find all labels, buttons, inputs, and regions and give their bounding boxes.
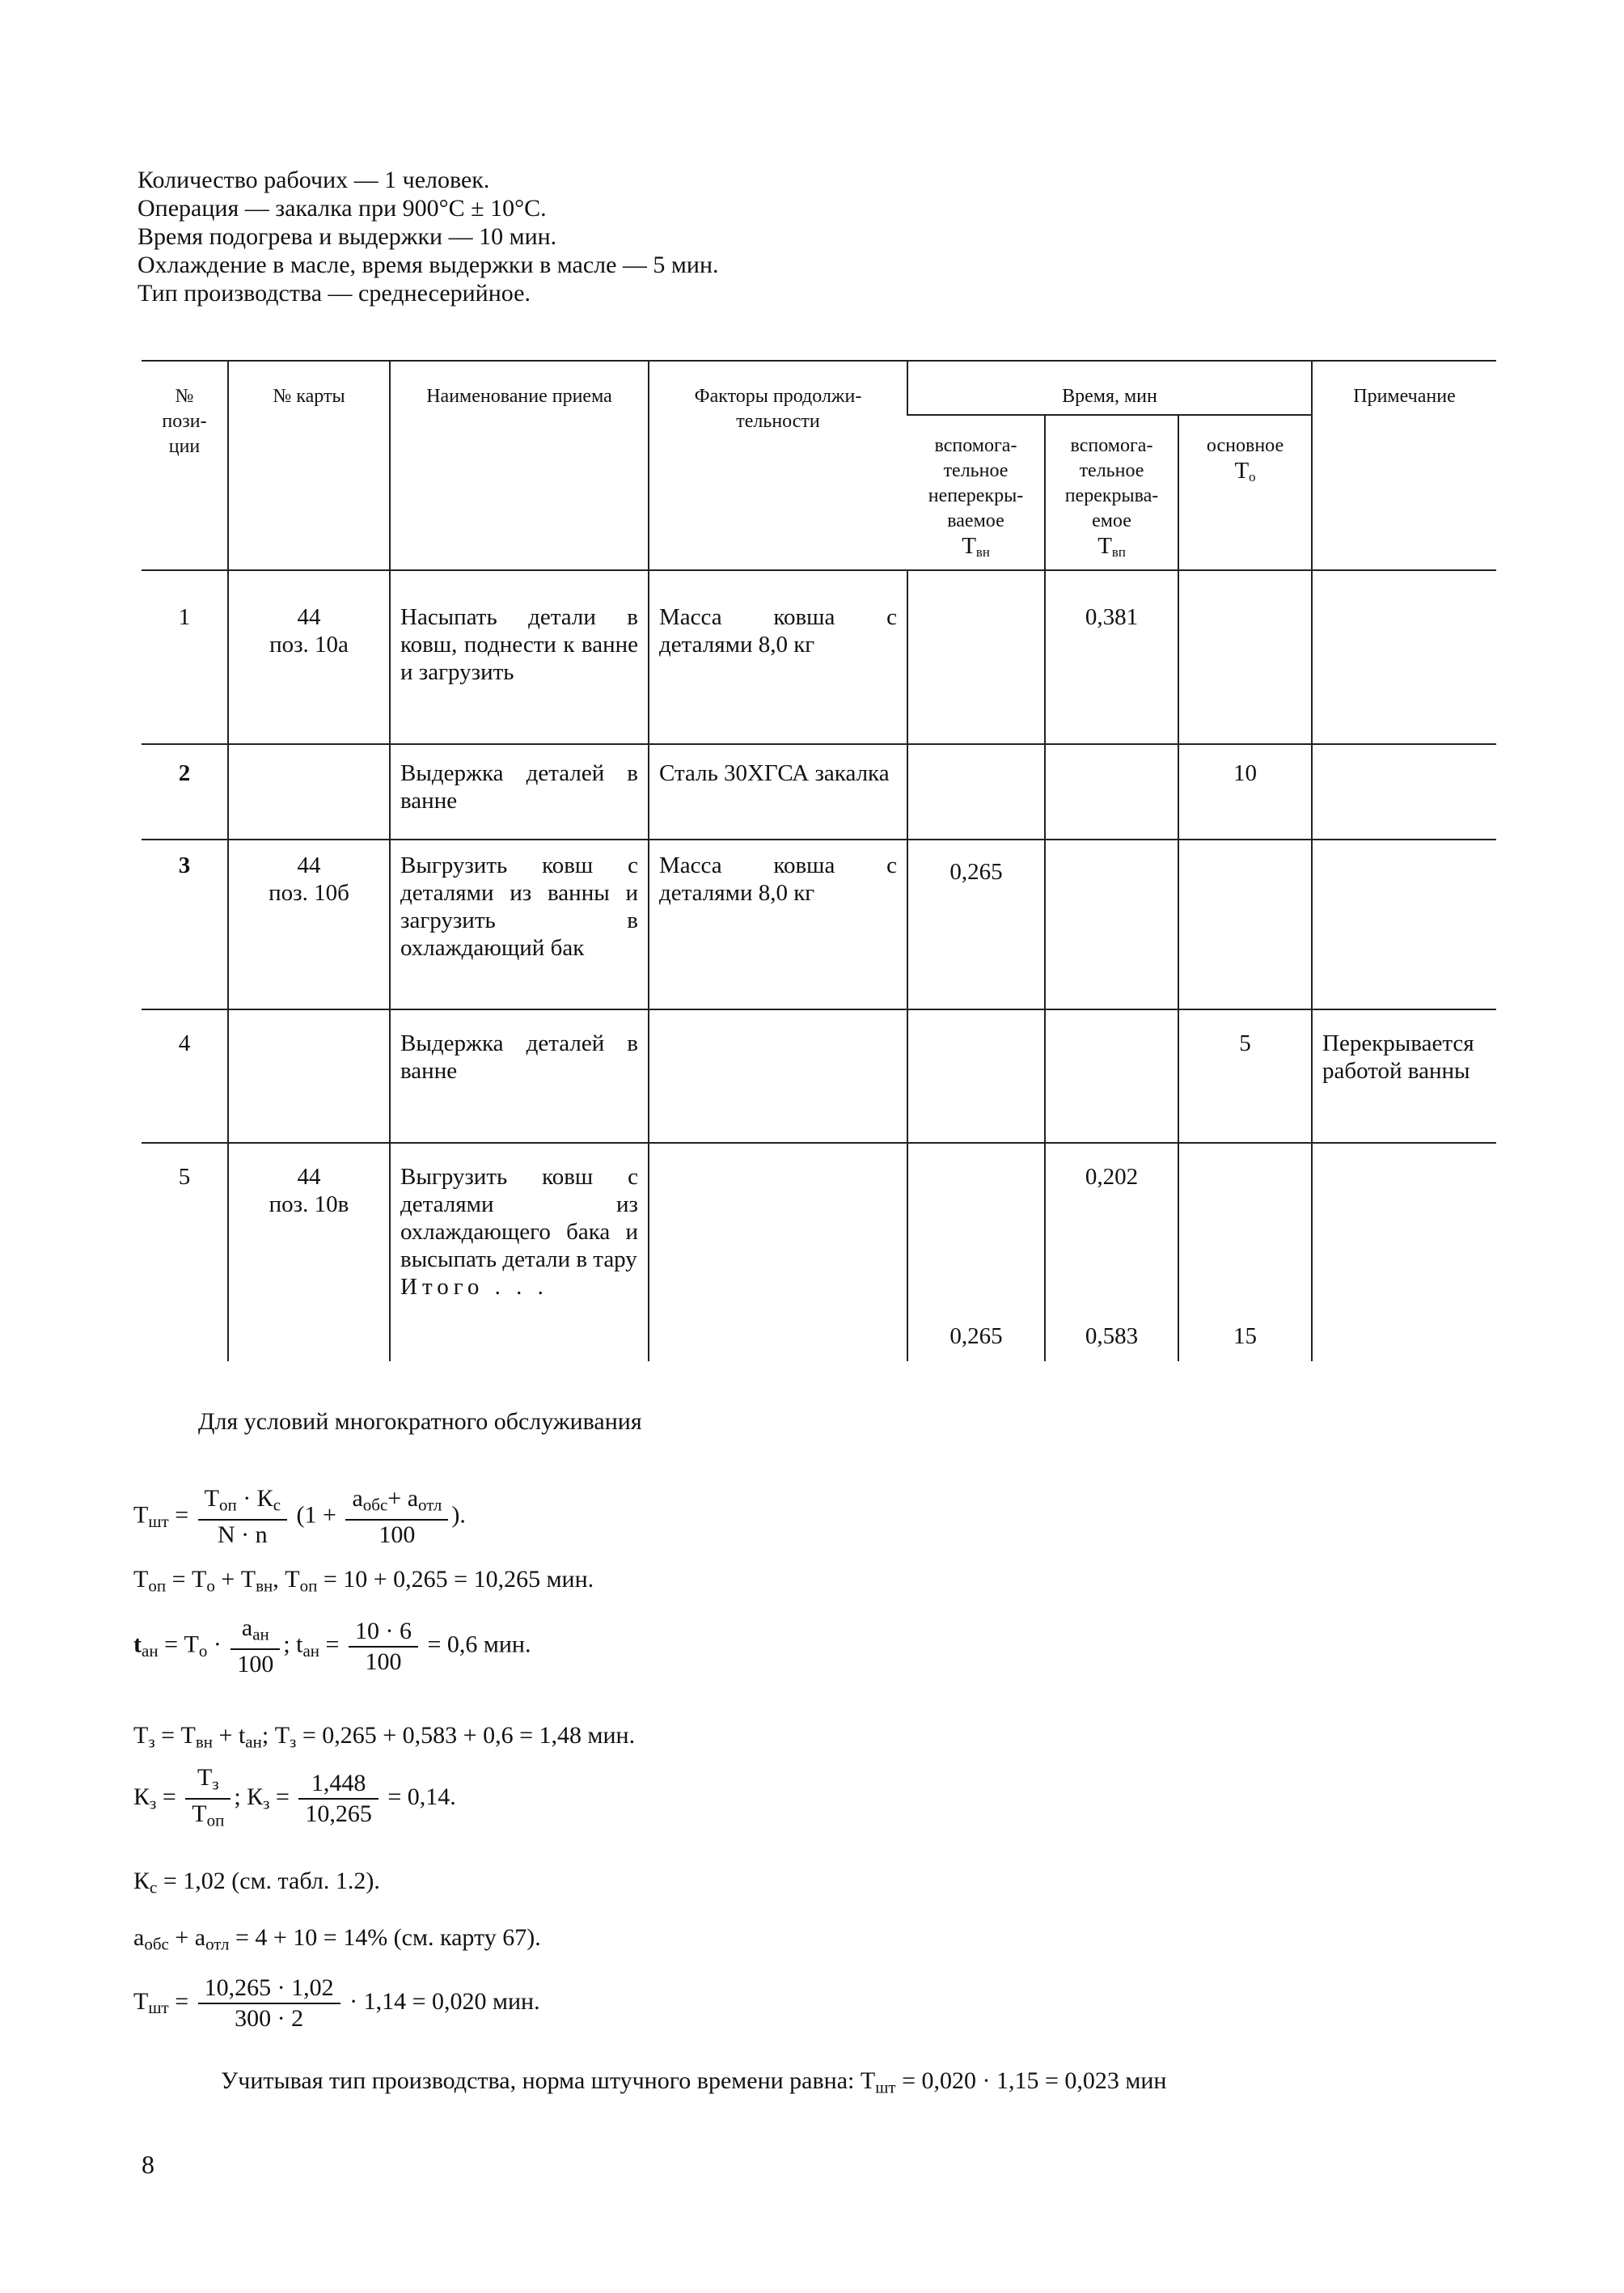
cell-note [1312, 840, 1496, 1009]
header-factors: Факторы продолжи- тельности [649, 361, 907, 570]
f4-sub1: з [148, 1732, 155, 1752]
f1-numerator [198, 1484, 287, 1521]
card-number: 44 [297, 852, 321, 879]
cell-t-o [1178, 840, 1312, 1009]
card-position: поз. 10в [269, 1191, 349, 1218]
header-t-vn [907, 415, 1045, 570]
intro-line: Охлаждение в масле, время выдержки в масле — 5 мин. [137, 252, 719, 278]
cell-factors: Масса ковша с деталями 8,0 кг [649, 840, 907, 1009]
card-number: 44 [297, 1164, 321, 1191]
f2-t: Т [133, 1566, 149, 1593]
header-t-vn-symbol: Т [962, 533, 976, 559]
cell-note: Перекрывается работой ванны [1312, 1009, 1496, 1143]
cell-card [228, 1143, 390, 1361]
cell-pos: 2 [142, 744, 228, 840]
f3-semi-sub: ан [302, 1640, 320, 1661]
cell-card [228, 840, 390, 1009]
f8-lhs-sub: шт [148, 1998, 169, 2018]
card-position: поз. 10а [269, 632, 349, 658]
f5-lhs-sub: з [150, 1793, 157, 1813]
cell-name: Выгрузить ковш с деталями из ванны и загрузить в охлаждающий бак [390, 840, 649, 1009]
cell-factors: Масса ковша с деталями 8,0 кг [649, 570, 907, 744]
f8-lhs: Т [133, 1987, 149, 2015]
f3-fraction [230, 1614, 280, 1679]
f3-lhs-sub: ан [142, 1640, 159, 1661]
f9-value: = 0,020 · 1,15 = 0,023 мин [895, 2067, 1167, 2094]
cell-t-vn [907, 744, 1045, 840]
cell-name: Выдержка деталей в ванне [390, 744, 649, 840]
cell-factors: Сталь 30ХГСА закалка [649, 744, 907, 840]
table-row [142, 840, 1496, 1009]
table-row [142, 1009, 1496, 1143]
cell-t-vp [1045, 840, 1178, 1009]
cell-card [228, 744, 390, 840]
f1-lhs: Т [133, 1501, 149, 1529]
intro-line: Тип производства — среднесерийное. [137, 280, 531, 307]
header-t-vp-subscript: вп [1111, 544, 1126, 561]
header-t-vp-label: вспомога- тельное перекрыва- емое [1064, 435, 1159, 531]
f5-numerator [185, 1763, 230, 1800]
f8-eq: = [168, 1987, 195, 2015]
f5-num-sub: з [212, 1774, 219, 1794]
f5-eq2: = [269, 1783, 296, 1811]
cell-note [1312, 744, 1496, 840]
formula-t-sht-value [133, 1974, 540, 2033]
page-number: 8 [142, 2150, 154, 2179]
formula-k-c [133, 1867, 380, 1902]
f1-numerator2 [345, 1484, 448, 1521]
total-t-vp: 0,583 [1085, 1323, 1139, 1350]
f3-denominator2: 100 [365, 1648, 402, 1675]
f5-lhs: К [133, 1783, 150, 1811]
f7-a: а [133, 1924, 145, 1951]
f1-fraction [198, 1484, 287, 1550]
f1-denominator2: 100 [379, 1521, 416, 1549]
cell-note [1312, 1143, 1496, 1361]
f5-eq: = [156, 1783, 183, 1811]
f3-semi: ; t [283, 1631, 303, 1658]
table-row [142, 744, 1496, 840]
header-note: Примечание [1312, 361, 1496, 570]
header-t-vp-symbol: Т [1097, 533, 1112, 559]
f2-eq2: , Т [273, 1566, 300, 1593]
f1-denominator: N · n [217, 1521, 268, 1549]
cell-name: Выдержка деталей в ванне [390, 1009, 649, 1143]
f4-a: = Т [154, 1722, 196, 1749]
total-t-vn: 0,265 [949, 1323, 1003, 1350]
f2-sub2: о [206, 1576, 215, 1596]
cell-t-vn [907, 570, 1045, 744]
f3-lhs: t [133, 1631, 142, 1658]
f5-denominator2: 10,265 [305, 1800, 372, 1828]
f2-sub3: вн [256, 1576, 273, 1596]
f5-semi: ; К [234, 1783, 264, 1811]
cell-t-vn: 0,265 [907, 840, 1045, 1009]
f2-sub4: оп [299, 1576, 318, 1596]
header-t-vp [1045, 415, 1178, 570]
f3-numerator2: 10 · 6 [349, 1617, 418, 1648]
formula-final [221, 2067, 1166, 2101]
f7-plus: + а [168, 1924, 206, 1951]
row-t-vp: 0,202 [1085, 1164, 1139, 1191]
header-t-o-subscript: о [1249, 469, 1256, 485]
f1-open: (1 + [296, 1501, 336, 1529]
f4-b: + t [213, 1722, 246, 1749]
f5-fraction2 [298, 1769, 379, 1829]
f3-num-sub: ан [252, 1624, 269, 1644]
cell-t-vp: 0,381 [1045, 570, 1178, 744]
f7-sub1: обс [144, 1934, 169, 1954]
cell-name [390, 1143, 649, 1361]
f8-value: · 1,14 = 0,020 мин. [343, 1987, 540, 2015]
formula-t-z [133, 1721, 635, 1756]
header-card: № карты [228, 361, 390, 570]
card-number: 44 [297, 604, 321, 631]
header-t-o-symbol: Т [1234, 458, 1250, 484]
cell-factors [649, 1143, 907, 1361]
header-t-o [1178, 415, 1312, 570]
header-time: Время, мин [907, 361, 1312, 415]
f1-num-sub: оп [218, 1495, 237, 1515]
cell-card [228, 1009, 390, 1143]
cell-pos: 5 [178, 1164, 191, 1191]
cell-t-vn [907, 1009, 1045, 1143]
formula-t-sht: $Т_{шт}$ = $\frac{Т_{оп} \cdot К_с}{N \cdot n}$ (1 + $\frac{а_{обс}+ а_{отл}}{100}$ ). [133, 1485, 466, 1549]
formula-t-op [133, 1565, 594, 1600]
f1-a: а [352, 1485, 363, 1512]
intro-line: Количество рабочих — 1 человек. [137, 167, 490, 193]
f7-sub2: отл [205, 1934, 230, 1954]
cell-t-o [1178, 1143, 1312, 1361]
intro-line: Время подогрева и выдержки — 10 мин. [137, 223, 557, 250]
cell-t-o: 5 [1178, 1009, 1312, 1143]
f3-denominator: 100 [237, 1651, 274, 1678]
f1-num-t: Т [204, 1485, 219, 1512]
cell-card [228, 570, 390, 744]
cell-t-o: 10 [1178, 744, 1312, 840]
f2-text: = Т [166, 1566, 207, 1593]
header-t-o-label: основное [1206, 435, 1284, 456]
f1-b-sub: отл [418, 1495, 442, 1515]
cell-pos: 4 [142, 1009, 228, 1143]
f3-num: а [241, 1614, 253, 1641]
header-position: № пози- ции [142, 361, 228, 570]
table-row [142, 1143, 1496, 1361]
cell-note [1312, 570, 1496, 744]
cell-t-vp [1045, 1009, 1178, 1143]
f2-rest: + Т [214, 1566, 256, 1593]
header-t-vn-label: вспомога- тельное неперекры- ваемое [928, 435, 1024, 531]
f3-mid: = Т [158, 1631, 199, 1658]
header-name: Наименование приема [390, 361, 649, 570]
f8-numerator: 10,265 · 1,02 [198, 1974, 340, 2004]
row-name-text: Выгрузить ковш с деталями из охлаждающего бака и высыпать детали в тару [400, 1164, 638, 1273]
f3-numerator [230, 1614, 280, 1650]
intro-line: Операция — закалка при 900°С ± 10°С. [137, 195, 547, 222]
f9-sub: шт [875, 2077, 896, 2097]
f1-num-mid: · К [236, 1485, 273, 1512]
f1-fraction2 [345, 1484, 448, 1550]
formula-a [133, 1923, 541, 1958]
f2-value: = 10 + 0,265 = 10,265 мин. [317, 1566, 594, 1593]
f8-fraction [198, 1974, 340, 2033]
f5-denominator [185, 1800, 230, 1834]
formulas-intro: Для условий многократного обслуживания [198, 1408, 642, 1435]
operations-table [142, 360, 1496, 1361]
f7-value: = 4 + 10 = 14% (см. карту 67). [229, 1924, 541, 1951]
card-position: поз. 10б [269, 880, 349, 907]
f4-sub4: з [290, 1732, 297, 1752]
table-row [142, 570, 1496, 744]
f5-numerator2: 1,448 [298, 1769, 379, 1800]
total-label: Итого . . . [400, 1274, 548, 1301]
f5-den-sub: оп [206, 1810, 225, 1830]
header-t-vn-subscript: вн [975, 544, 990, 561]
f1-a-sub: обс [362, 1495, 388, 1515]
f6-value: = 1,02 (см. табл. 1.2). [157, 1868, 380, 1894]
f1-num-sub2: с [273, 1495, 281, 1515]
f6-sub: с [150, 1877, 158, 1897]
f3-mid-sub: о [198, 1640, 208, 1661]
cell-pos: 1 [142, 570, 228, 744]
cell-t-vn [907, 1143, 1045, 1361]
f1-lhs-sub: шт [148, 1511, 169, 1531]
f3-eq: = [319, 1631, 345, 1658]
cell-factors [649, 1009, 907, 1143]
f4-c: ; Т [261, 1722, 290, 1749]
intro-block [137, 166, 719, 307]
f2-sub1: оп [148, 1576, 167, 1596]
f4-sub3: ан [245, 1732, 262, 1752]
f9-text: Учитывая тип производства, норма штучного времени равна: Т [221, 2067, 876, 2094]
formula-k-z [133, 1763, 456, 1835]
cell-pos: 3 [142, 840, 228, 1009]
f3-fraction2 [349, 1617, 418, 1677]
f3-value: = 0,6 мин. [421, 1631, 531, 1658]
f5-den: Т [192, 1800, 207, 1828]
f5-value: = 0,14. [381, 1783, 456, 1811]
cell-t-vp [1045, 1143, 1178, 1361]
cell-t-o [1178, 570, 1312, 744]
f4-t: Т [133, 1722, 149, 1749]
f6-k: К [133, 1868, 150, 1894]
cell-name: Насыпать детали в ковш, поднести к ванне и загрузить [390, 570, 649, 744]
f5-fraction [185, 1763, 230, 1835]
cell-t-vp [1045, 744, 1178, 840]
f4-value: = 0,265 + 0,583 + 0,6 = 1,48 мин. [296, 1722, 636, 1749]
f8-denominator: 300 · 2 [235, 2005, 304, 2032]
f3-dot: · [207, 1631, 228, 1658]
f4-sub2: вн [195, 1732, 214, 1752]
formula-t-an [133, 1614, 531, 1679]
f5-num: Т [197, 1764, 213, 1791]
total-t-o: 15 [1233, 1323, 1257, 1350]
f1-close: ). [451, 1501, 466, 1529]
f5-semi-sub: з [263, 1793, 270, 1813]
f1-plus: + а [387, 1485, 419, 1512]
